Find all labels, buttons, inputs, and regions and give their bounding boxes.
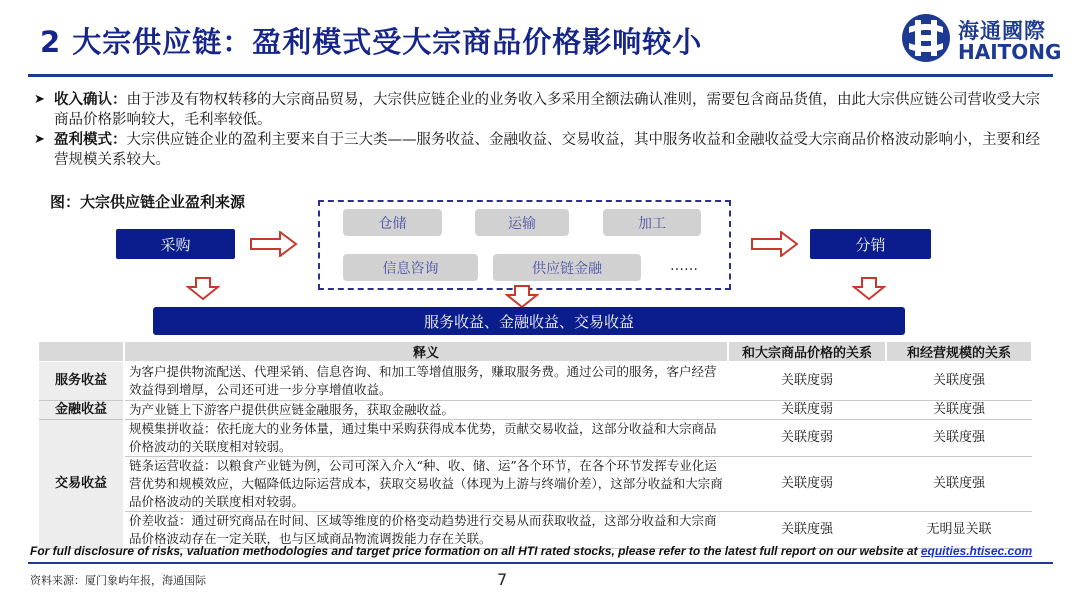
service-box-supply-chain-finance: 供应链金融	[493, 254, 641, 281]
down-arrow-icon	[186, 277, 220, 301]
page-title: 2 大宗供应链：盈利模式受大宗商品价格影响较小	[40, 25, 703, 59]
haitong-logo-icon	[900, 12, 952, 64]
table-cell-definition: 为客户提供物流配送、代理采销、信息咨询、和加工等增值服务，赚取服务费。通过公司的服务，客户经营效益得到增厚，公司还可进一步分享增值收益。	[124, 362, 728, 401]
bullet-text: 大宗供应链企业的盈利主要来自于三大类——服务收益、金融收益、交易收益，其中服务收益和金融收益受大宗商品价格波动影响小，主要和经营规模关系较大。	[54, 132, 1040, 168]
more-services-ellipsis: ……	[670, 258, 698, 274]
table-cell-category: 金融收益	[39, 401, 124, 420]
bullet-list	[32, 90, 1042, 170]
service-box-storage: 仓储	[343, 209, 442, 236]
table-cell-category: 交易收益	[39, 420, 124, 549]
table-cell-price-relation: 关联度弱	[728, 401, 886, 420]
table-row	[39, 420, 1032, 457]
bullet-text: 由于涉及有物权转移的大宗商品贸易，大宗供应链企业的业务收入多采用全额法确认准则，需要包含商品货值，由此大宗供应链公司营收受大宗商品价格影响较大，毛利率较低。	[54, 92, 1040, 128]
distribution-box: 分销	[810, 229, 931, 259]
table-cell-definition: 链条运营收益：以粮食产业链为例，公司可深入介入“种、收、储、运”各个环节，在各个环节发挥专业化运营优势和规模效应，大幅降低边际运营成本，获取交易收益（体现为上游与终端价差），这部分收益和大宗商品价格波动的关联度相对较弱。	[124, 457, 728, 512]
disclaimer	[30, 544, 1032, 558]
footer-divider	[28, 562, 1053, 564]
table-header-scale-relation: 和经营规模的关系	[886, 342, 1032, 362]
revenue-types-bar: 服务收益、金融收益、交易收益	[153, 307, 905, 335]
bullet-label: 盈利模式：	[54, 131, 127, 148]
table-header-price-relation: 和大宗商品价格的关系	[728, 342, 886, 362]
table-header-category	[39, 342, 124, 362]
table-cell-scale-relation: 关联度强	[886, 420, 1032, 457]
table-cell-scale-relation: 关联度强	[886, 401, 1032, 420]
logo-english-text: HAITONG	[958, 40, 1062, 64]
table-cell-price-relation: 关联度弱	[728, 362, 886, 401]
logo-chinese-text: 海通國際	[958, 19, 1046, 43]
bullet-revenue-recognition	[32, 90, 1042, 130]
bullet-profit-model	[32, 130, 1042, 170]
table-cell-scale-relation: 关联度强	[886, 362, 1032, 401]
down-arrow-icon	[852, 277, 886, 301]
table-cell-price-relation: 关联度弱	[728, 420, 886, 457]
arrow-bullet-icon: ➤	[34, 92, 45, 107]
website-link[interactable]: equities.htisec.com	[920, 544, 1033, 558]
disclaimer-text: For full disclosure of risks, valuation methodologies and target price formation on all HTI rated stocks, please refer to the latest full report on our website at	[30, 544, 921, 558]
revenue-sources-table	[39, 342, 1033, 549]
table-cell-category: 服务收益	[39, 362, 124, 401]
service-box-transport: 运输	[475, 209, 569, 236]
table-row	[39, 457, 1032, 512]
title-divider	[28, 74, 1053, 77]
table-row	[39, 401, 1032, 420]
right-arrow-icon	[751, 231, 799, 257]
service-box-info-consulting: 信息咨询	[343, 254, 478, 281]
bullet-label: 收入确认：	[54, 91, 127, 108]
table-cell-scale-relation: 无明显关联	[886, 512, 1032, 549]
table-header-row	[39, 342, 1032, 362]
table-row	[39, 512, 1032, 549]
table-cell-definition: 价差收益：通过研究商品在时间、区域等维度的价格变动趋势进行交易从而获取收益，这部分收益和大宗商品价格波动存在一定关联，也与区域商品物流调拨能力存在关联。	[124, 512, 728, 549]
service-box-processing: 加工	[603, 209, 701, 236]
table-cell-definition: 为产业链上下游客户提供供应链金融服务，获取金融收益。	[124, 401, 728, 420]
table-row	[39, 362, 1032, 401]
purchase-box: 采购	[116, 229, 235, 259]
right-arrow-icon	[250, 231, 298, 257]
page-number: 7	[497, 570, 508, 589]
table-cell-price-relation: 关联度强	[728, 512, 886, 549]
table-header-definition: 释义	[124, 342, 728, 362]
down-arrow-icon	[505, 285, 539, 309]
arrow-bullet-icon: ➤	[34, 132, 45, 147]
table-cell-definition: 规模集拼收益：依托庞大的业务体量，通过集中采购获得成本优势，贡献交易收益，这部分收益和大宗商品价格波动的关联度相对较弱。	[124, 420, 728, 457]
haitong-logo	[900, 12, 1062, 66]
source-note: 资料来源：厦门象屿年报，海通国际	[30, 574, 206, 587]
table-cell-price-relation: 关联度弱	[728, 457, 886, 512]
table-cell-scale-relation: 关联度强	[886, 457, 1032, 512]
figure-title: 图：大宗供应链企业盈利来源	[50, 193, 246, 211]
